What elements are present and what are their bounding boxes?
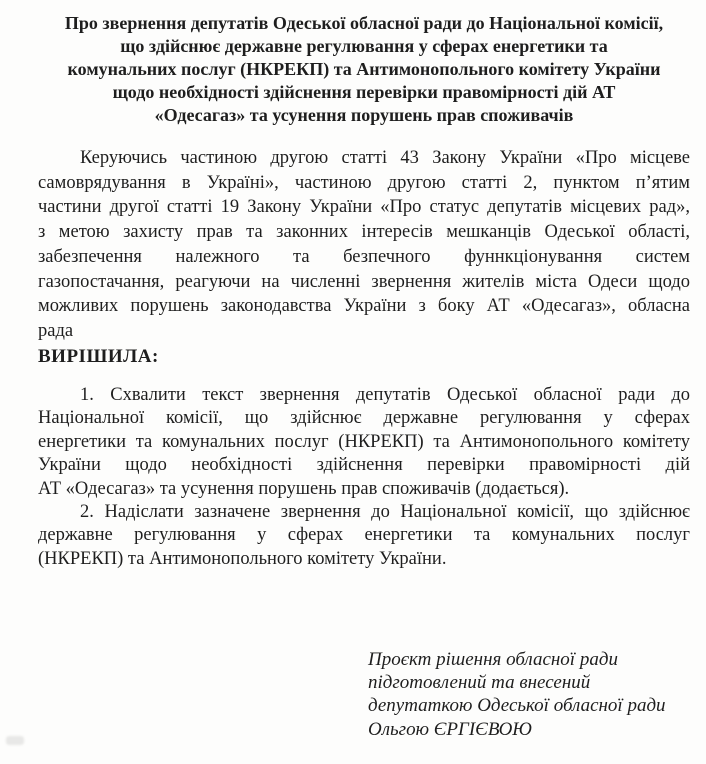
decision-item-line: державне регулювання у сферах енергетики та комунальних послуг (38, 525, 690, 546)
preamble-line: рада (38, 320, 74, 341)
preamble-line: газопостачання, реагуючи на численні звернення жителів міста Одеси щодо (38, 271, 690, 292)
drafter-note-line: підготовлений та внесений (368, 672, 591, 694)
preamble-line: з метою захисту прав та законних інтересів мешканців Одеської області, (38, 222, 690, 243)
drafter-note-line: депутаткою Одеської обласної ради (368, 695, 666, 717)
drafter-note-line: Ольгою ЄРГІЄВОЮ (368, 718, 532, 740)
decision-item-line: 2. Надіслати зазначене звернення до Національної комісії, що здійснює (80, 502, 690, 522)
decision-item-line: АТ «Одесагаз» та усунення порушень прав споживачів (додається). (38, 478, 570, 499)
title-line: щодо необхідності здійснення перевірки правомірності дій АТ (112, 82, 616, 102)
scan-smudge (6, 736, 24, 745)
title-line: що здійснює державне регулювання у сферах енергетики та (120, 36, 608, 56)
resolution-heading: ВИРІШИЛА: (38, 346, 159, 367)
decision-item-line: 1. Схвалити текст звернення депутатів Одеської обласної ради до (80, 385, 690, 405)
title-line: Про звернення депутатів Одеської обласної ради до Національної комісії, (64, 13, 664, 33)
decision-item-line: Національної комісії, що здійснює державне регулювання у сферах (38, 408, 690, 429)
decision-item-2 (38, 501, 690, 571)
decision-item-line: України щодо необхідності здійснення перевірки правомірності дій (38, 455, 690, 476)
preamble-line: самоврядування в Україні», частиною другою статті 2, пунктом п’ятим (38, 172, 690, 193)
preamble-paragraph (38, 146, 690, 344)
drafter-note (368, 648, 668, 741)
decision-item-1 (38, 384, 690, 501)
drafter-note-line: Проєкт рішення обласної ради (368, 649, 618, 670)
decision-item-line: (НКРЕКП) та Антимонопольного комітету України. (38, 548, 447, 569)
preamble-line: можливих порушень законодавства України з боку АТ «Одесагаз», обласна (38, 296, 690, 317)
preamble-line: частини другої статті 19 Закону України «Про статус депутатів місцевих рад», (38, 197, 690, 218)
title-line: «Одесагаз» та усунення порушень прав споживачів (154, 105, 574, 125)
document-title (38, 12, 690, 127)
preamble-line: забезпечення належного та безпечного фуннкціонування систем (38, 246, 690, 267)
decision-item-line: енергетики та комунальних послуг (НКРЕКП) та Антимонопольного комітету (38, 431, 690, 452)
title-line: комунальних послуг (НКРЕКП) та Антимонопольного комітету України (67, 59, 661, 79)
preamble-line: Керуючись частиною другою статті 43 Закону України «Про місцеве (80, 148, 690, 168)
